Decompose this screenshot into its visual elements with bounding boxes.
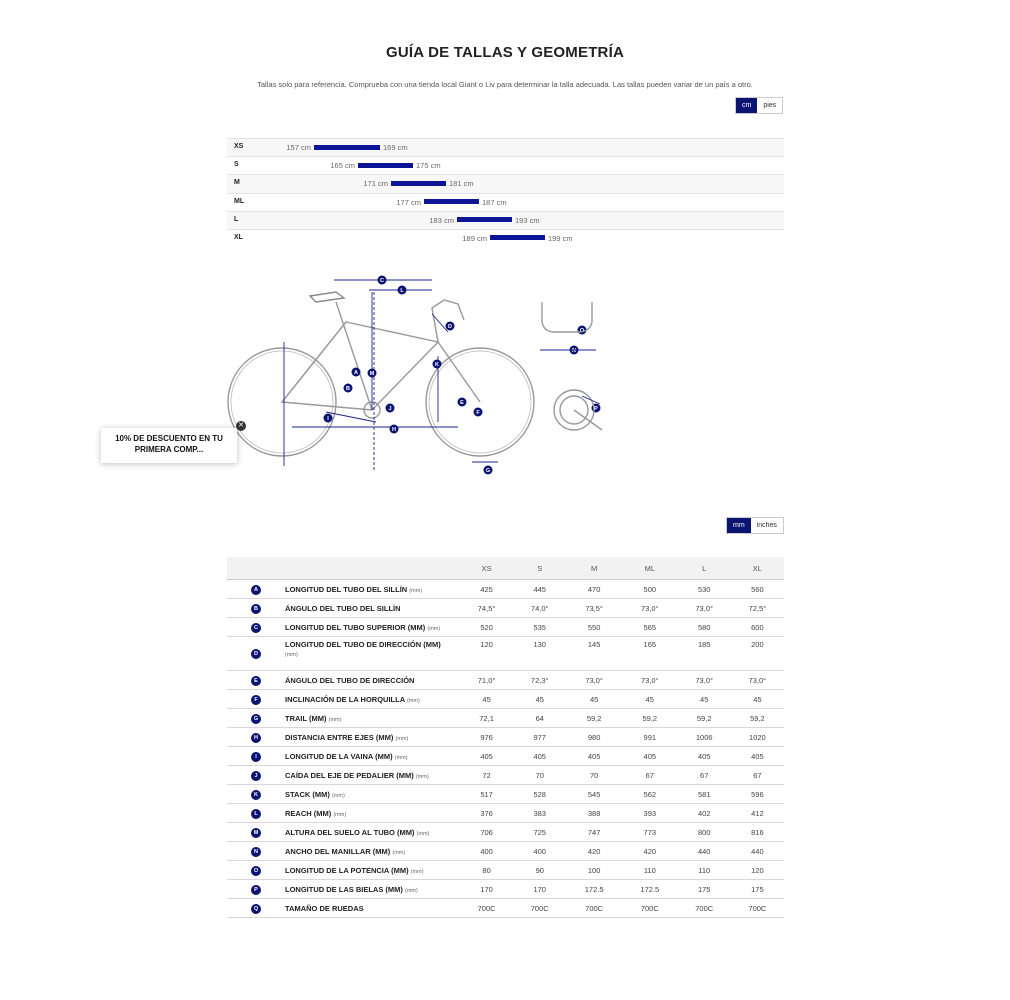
value-cell: 405 (460, 747, 513, 766)
measurement-name-cell (285, 804, 460, 823)
row-badge: P (251, 885, 261, 895)
row-badge: H (251, 733, 261, 743)
header-blank (227, 557, 285, 580)
value-cell: 420 (622, 842, 678, 861)
size-label: M (234, 179, 240, 187)
measurement-name: REACH (MM) (285, 808, 332, 818)
measurement-name-cell (285, 823, 460, 842)
bike-frame-drawing (228, 292, 534, 456)
value-cell: 165 (622, 637, 678, 671)
value-cell: 120 (731, 861, 784, 880)
value-cell: 45 (731, 690, 784, 709)
value-cell: 700C (460, 899, 513, 918)
size-row (227, 211, 784, 229)
value-cell: 405 (678, 747, 731, 766)
size-label: ML (234, 197, 245, 205)
geometry-row (227, 728, 784, 747)
value-cell: 530 (678, 580, 731, 599)
geometry-unit-toggle (726, 517, 784, 534)
column-header: XL (731, 557, 784, 580)
row-badge: I (251, 752, 261, 762)
row-badge-cell (227, 785, 285, 804)
diagram-marker-label: N (572, 348, 576, 355)
value-cell: 72,5° (731, 599, 784, 618)
row-badge: B (251, 604, 261, 614)
value-cell: 440 (731, 842, 784, 861)
size-disclaimer: Tallas solo para referencia. Comprueba con una tienda local Giant o Liv para determinar la talla adecuada. Las tallas pueden variar de un país a otro. (257, 80, 753, 89)
row-badge: M (251, 828, 261, 838)
measurement-name: ALTURA DEL SUELO AL TUBO (MM) (285, 827, 415, 837)
column-header: L (678, 557, 731, 580)
value-cell: 400 (460, 842, 513, 861)
value-cell: 405 (513, 747, 566, 766)
value-cell: 145 (566, 637, 622, 671)
value-cell: 110 (622, 861, 678, 880)
row-badge-cell (227, 709, 285, 728)
value-cell: 545 (566, 785, 622, 804)
value-cell: 45 (622, 690, 678, 709)
value-cell: 72 (460, 766, 513, 785)
size-row (227, 193, 784, 211)
row-badge: C (251, 623, 261, 633)
measurement-name-cell (285, 880, 460, 899)
value-cell: 71,0° (460, 671, 513, 690)
height-max-label: 181 cm (449, 179, 474, 189)
height-max-label: 199 cm (548, 233, 573, 243)
value-cell: 405 (731, 747, 784, 766)
geometry-row (227, 671, 784, 690)
diagram-marker-label: J (388, 406, 392, 413)
value-cell: 400 (513, 842, 566, 861)
value-cell: 90 (513, 861, 566, 880)
geometry-row (227, 861, 784, 880)
size-row (227, 229, 784, 247)
measurement-unit: (mm) (410, 868, 424, 875)
column-header: S (513, 557, 566, 580)
value-cell: 172.5 (622, 880, 678, 899)
value-cell: 520 (460, 618, 513, 637)
value-cell: 59,2 (622, 709, 678, 728)
value-cell: 420 (566, 842, 622, 861)
value-cell: 1020 (731, 728, 784, 747)
value-cell: 388 (566, 804, 622, 823)
column-header: M (566, 557, 622, 580)
value-cell: 425 (460, 580, 513, 599)
row-badge-cell (227, 580, 285, 599)
diagram-marker-label: K (435, 362, 439, 369)
value-cell: 59,2 (566, 709, 622, 728)
measurement-unit: (mm) (406, 697, 420, 704)
geometry-row (227, 804, 784, 823)
column-header: ML (622, 557, 678, 580)
measurement-name: TRAIL (MM) (285, 713, 327, 723)
measurement-name-cell (285, 899, 460, 918)
value-cell: 73,0° (566, 671, 622, 690)
value-cell: 73,5° (566, 599, 622, 618)
size-row (227, 138, 784, 156)
value-cell: 580 (678, 618, 731, 637)
geometry-row (227, 785, 784, 804)
value-cell: 991 (622, 728, 678, 747)
geometry-row (227, 899, 784, 918)
measurement-name: TAMAÑO DE RUEDAS (285, 903, 364, 913)
height-max-label: 187 cm (482, 197, 507, 207)
diagram-marker-label: I (327, 416, 329, 423)
geometry-row (227, 637, 784, 671)
measurement-unit: (mm) (333, 811, 347, 818)
value-cell: 800 (678, 823, 731, 842)
row-badge-cell (227, 880, 285, 899)
measurement-name-cell (285, 861, 460, 880)
measurement-name: ANCHO DEL MANILLAR (MM) (285, 846, 391, 856)
unit-inches-button[interactable]: inches (751, 518, 783, 533)
diagram-marker-label: B (346, 386, 350, 393)
diagram-marker-label: E (460, 400, 464, 407)
measurement-name-cell (285, 728, 460, 747)
value-cell: 725 (513, 823, 566, 842)
measurement-name-cell (285, 747, 460, 766)
value-cell: 500 (622, 580, 678, 599)
value-cell: 560 (731, 580, 784, 599)
value-cell: 175 (731, 880, 784, 899)
page-title: GUÍA DE TALLAS Y GEOMETRÍA (386, 44, 624, 61)
value-cell: 73,0° (678, 671, 731, 690)
value-cell: 412 (731, 804, 784, 823)
row-badge-cell (227, 728, 285, 747)
value-cell: 185 (678, 637, 731, 671)
geometry-header-row (227, 557, 784, 580)
unit-feet-button[interactable]: pies (757, 98, 782, 113)
value-cell: 383 (513, 804, 566, 823)
height-min-label: 189 cm (462, 233, 487, 243)
value-cell: 700C (622, 899, 678, 918)
size-label: XS (234, 143, 244, 150)
measurement-name-cell (285, 766, 460, 785)
value-cell: 977 (513, 728, 566, 747)
geometry-row (227, 823, 784, 842)
row-badge: D (251, 649, 261, 659)
diagram-marker-label: O (579, 328, 585, 335)
value-cell: 976 (460, 728, 513, 747)
value-cell: 773 (622, 823, 678, 842)
measurement-unit: (mm) (285, 652, 298, 658)
value-cell: 550 (566, 618, 622, 637)
value-cell: 45 (678, 690, 731, 709)
value-cell: 596 (731, 785, 784, 804)
close-icon[interactable]: ✕ (236, 421, 246, 431)
measurement-name: DISTANCIA ENTRE EJES (MM) (285, 732, 394, 742)
size-row (227, 156, 784, 174)
value-cell: 45 (566, 690, 622, 709)
value-cell: 45 (513, 690, 566, 709)
row-badge: K (251, 790, 261, 800)
row-badge-cell (227, 637, 285, 671)
geometry-row (227, 842, 784, 861)
value-cell: 440 (678, 842, 731, 861)
unit-mm-button[interactable]: mm (727, 518, 751, 533)
measurement-name-cell (285, 637, 460, 671)
geometry-row (227, 709, 784, 728)
measurement-unit: (mm) (416, 830, 430, 837)
measurement-name: INCLINACIÓN DE LA HORQUILLA (285, 694, 405, 704)
bike-geometry-diagram (226, 262, 598, 482)
row-badge: N (251, 847, 261, 857)
value-cell: 59,2 (731, 709, 784, 728)
value-cell: 200 (731, 637, 784, 671)
geometry-row (227, 747, 784, 766)
value-cell: 64 (513, 709, 566, 728)
measurement-name-cell (285, 690, 460, 709)
value-cell: 175 (678, 880, 731, 899)
measurement-name-cell (285, 785, 460, 804)
size-row (227, 174, 784, 192)
height-range-bar (391, 181, 446, 186)
diagram-marker-label: A (354, 370, 358, 377)
measurement-unit: (mm) (395, 735, 409, 742)
row-badge-cell (227, 861, 285, 880)
value-cell: 170 (513, 880, 566, 899)
row-badge-cell (227, 823, 285, 842)
size-label: S (234, 161, 239, 169)
measurement-name: ÁNGULO DEL TUBO DEL SILLÍN (285, 603, 401, 613)
diagram-marker-label: H (392, 427, 396, 434)
measurement-unit: (mm) (415, 773, 429, 780)
measurement-name-cell (285, 580, 460, 599)
value-cell: 67 (622, 766, 678, 785)
value-cell: 402 (678, 804, 731, 823)
value-cell: 74,0° (513, 599, 566, 618)
value-cell: 67 (678, 766, 731, 785)
value-cell: 70 (513, 766, 566, 785)
measurement-name: LONGITUD DE LAS BIELAS (MM) (285, 884, 403, 894)
rider-height-chart (227, 138, 784, 247)
value-cell: 405 (566, 747, 622, 766)
value-cell: 535 (513, 618, 566, 637)
row-badge-cell (227, 690, 285, 709)
measurement-name-cell (285, 709, 460, 728)
value-cell: 445 (513, 580, 566, 599)
height-range-bar (457, 217, 512, 222)
value-cell: 393 (622, 804, 678, 823)
row-badge: L (251, 809, 261, 819)
row-badge-cell (227, 842, 285, 861)
measurement-name: LONGITUD DEL TUBO DEL SILLÍN (285, 584, 408, 594)
measurement-name: CAÍDA DEL EJE DE PEDALIER (MM) (285, 770, 414, 780)
geometry-table (227, 557, 784, 918)
value-cell: 170 (460, 880, 513, 899)
height-range-bar (358, 163, 413, 168)
height-range-bar (424, 199, 479, 204)
measurement-unit: (mm) (392, 849, 406, 856)
value-cell: 72,1 (460, 709, 513, 728)
measurement-name: LONGITUD DE LA POTENCIA (MM) (285, 865, 409, 875)
value-cell: 70 (566, 766, 622, 785)
row-badge-cell (227, 747, 285, 766)
value-cell: 73,0° (622, 599, 678, 618)
unit-cm-button[interactable]: cm (736, 98, 757, 113)
diagram-marker-label: F (476, 410, 480, 417)
value-cell: 405 (622, 747, 678, 766)
value-cell: 700C (513, 899, 566, 918)
geometry-row (227, 766, 784, 785)
value-cell: 565 (622, 618, 678, 637)
diagram-marker-label: D (448, 324, 452, 331)
measurement-name-cell (285, 671, 460, 690)
measurement-name: LONGITUD DEL TUBO DE DIRECCIÓN (MM) (285, 640, 441, 649)
measurement-name: ÁNGULO DEL TUBO DE DIRECCIÓN (285, 675, 415, 685)
discount-promo-banner[interactable]: 10% DE DESCUENTO EN TU PRIMERA COMP... (101, 428, 237, 463)
height-max-label: 169 cm (383, 143, 408, 152)
geometry-row (227, 880, 784, 899)
value-cell: 45 (460, 690, 513, 709)
value-cell: 816 (731, 823, 784, 842)
height-range-bar (490, 235, 545, 240)
measurement-name-cell (285, 618, 460, 637)
row-badge: Q (251, 904, 261, 914)
diagram-marker-label: M (369, 371, 375, 378)
value-cell: 470 (566, 580, 622, 599)
geometry-row (227, 618, 784, 637)
height-unit-toggle (735, 97, 783, 114)
value-cell: 980 (566, 728, 622, 747)
geometry-row (227, 690, 784, 709)
value-cell: 706 (460, 823, 513, 842)
value-cell: 528 (513, 785, 566, 804)
measurement-name: LONGITUD DEL TUBO SUPERIOR (MM) (285, 622, 426, 632)
measurement-name-cell (285, 599, 460, 618)
row-badge: E (251, 676, 261, 686)
value-cell: 700C (566, 899, 622, 918)
value-cell: 130 (513, 637, 566, 671)
row-badge-cell (227, 599, 285, 618)
geometry-row (227, 599, 784, 618)
height-max-label: 175 cm (416, 161, 441, 171)
value-cell: 80 (460, 861, 513, 880)
height-min-label: 165 cm (330, 161, 355, 171)
diagram-marker-label: P (594, 406, 598, 413)
height-min-label: 177 cm (396, 197, 421, 207)
height-min-label: 157 cm (286, 143, 311, 152)
geometry-row (227, 580, 784, 599)
value-cell: 600 (731, 618, 784, 637)
header-blank (285, 557, 460, 580)
measurement-unit: (mm) (427, 625, 441, 632)
value-cell: 100 (566, 861, 622, 880)
dimension-lines (284, 280, 498, 470)
measurement-unit: (mm) (328, 716, 342, 723)
value-cell: 376 (460, 804, 513, 823)
value-cell: 747 (566, 823, 622, 842)
row-badge-cell (227, 804, 285, 823)
height-range-bar (314, 145, 380, 150)
value-cell: 1006 (678, 728, 731, 747)
value-cell: 517 (460, 785, 513, 804)
value-cell: 581 (678, 785, 731, 804)
size-label: XL (234, 233, 243, 241)
height-min-label: 171 cm (363, 179, 388, 189)
value-cell: 172.5 (566, 880, 622, 899)
measurement-unit: (mm) (409, 587, 423, 594)
row-badge-cell (227, 618, 285, 637)
row-badge: F (251, 695, 261, 705)
diagram-marker-label: C (380, 278, 384, 285)
diagram-marker-label: G (485, 468, 491, 475)
value-cell: 700C (678, 899, 731, 918)
size-label: L (234, 215, 239, 223)
row-badge: O (251, 866, 261, 876)
value-cell: 73,0° (678, 599, 731, 618)
measurement-name: STACK (MM) (285, 789, 330, 799)
value-cell: 562 (622, 785, 678, 804)
measurement-unit: (mm) (394, 754, 408, 761)
measurement-unit: (mm) (331, 792, 345, 799)
row-badge: A (251, 585, 261, 595)
value-cell: 700C (731, 899, 784, 918)
diagram-marker-label: L (400, 288, 404, 295)
value-cell: 120 (460, 637, 513, 671)
value-cell: 72,3° (513, 671, 566, 690)
measurement-name: LONGITUD DE LA VAINA (MM) (285, 751, 393, 761)
value-cell: 73,0° (731, 671, 784, 690)
row-badge: G (251, 714, 261, 724)
value-cell: 74,5° (460, 599, 513, 618)
value-cell: 67 (731, 766, 784, 785)
row-badge-cell (227, 899, 285, 918)
height-min-label: 183 cm (429, 215, 454, 225)
measurement-unit: (mm) (405, 887, 418, 894)
row-badge-cell (227, 671, 285, 690)
value-cell: 73,0° (622, 671, 678, 690)
column-header: XS (460, 557, 513, 580)
row-badge: J (251, 771, 261, 781)
height-max-label: 193 cm (515, 215, 540, 225)
value-cell: 110 (678, 861, 731, 880)
row-badge-cell (227, 766, 285, 785)
value-cell: 59,2 (678, 709, 731, 728)
measurement-name-cell (285, 842, 460, 861)
